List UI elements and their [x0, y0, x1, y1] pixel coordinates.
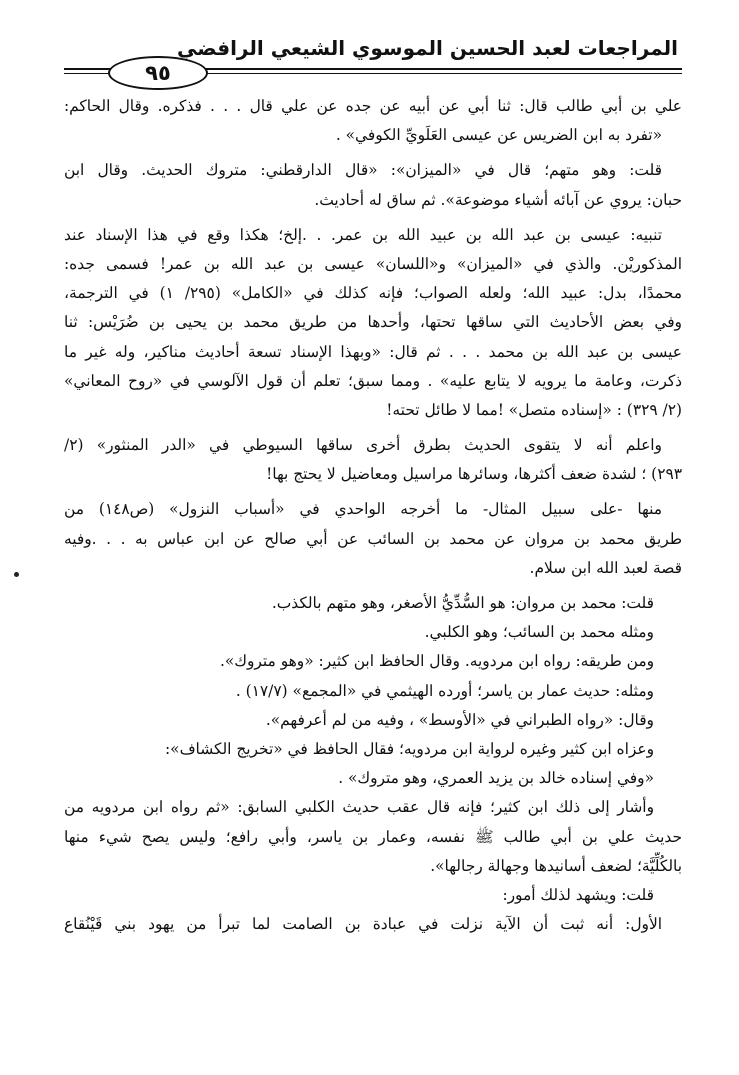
body-line: ذكرت، وعامة ما يرويه لا يتابع عليه» . ومما سبق؛ تعلم أن قول الآلوسي في «روح المعاني»	[64, 371, 682, 390]
page-header	[64, 30, 682, 85]
body-line: «تفرد به ابن الضريس عن عيسى العَلَويِّ الكوفي» .	[335, 126, 662, 145]
body-line: «وفي إسناده خالد بن يزيد العمري، وهو متروك» .	[338, 769, 654, 788]
body-line: طريق محمد بن مروان عن محمد بن السائب عن أبي صالح عن ابن عباس به . . .وفيه	[64, 529, 682, 548]
body-line: حديث علي بن أبي طالب ﷺ نفسه، وعمار بن ياسر، وأبي رافع؛ وليس يصح شيء منها	[64, 827, 682, 846]
body-line: تنبيه: عيسى بن عبد الله بن عبيد الله بن عمر. . .إلخ؛ هكذا وقع في هذا الإسناد عند	[64, 225, 662, 244]
body-line: الأول: أنه ثبت أن الآية نزلت في عبادة بن الصامت لما تبرأ من يهود بني قَيْنُقاع	[64, 915, 662, 934]
body-line: قلت: ويشهد لذلك أمور:	[502, 885, 654, 904]
body-line: ومثله: حديث عمار بن ياسر؛ أورده الهيثمي في «المجمع» (١٧/٧) .	[235, 681, 654, 700]
body-line: (٢/ ٣٢٩) : «إسناده متصل» !مما لا طائل تحته!	[386, 400, 682, 419]
page-number: ٩٥	[108, 56, 208, 90]
body-line: ومثله محمد بن السائب؛ وهو الكلبي.	[424, 623, 654, 642]
body-line: المذكوريْن. والذي في «الميزان» و«اللسان» عيسى بن عبد الله بن عمر! فسمى جده:	[64, 254, 682, 273]
body-line: قلت: محمد بن مروان: هو السُّدِّيُّ الأصغر، وهو متهم بالكذب.	[271, 594, 654, 612]
body-line: وعزاه ابن كثير وغيره لرواية ابن مردويه؛ فقال الحافظ في «تخريج الكشاف»:	[164, 739, 654, 758]
body-line: علي بن أبي طالب قال: ثنا أبي عن أبيه عن جده عن علي قال . . . فذكره. وقال الحاكم:	[64, 97, 682, 115]
body-line: وفي بعض الأحاديث التي ساقها تحتها، وأحدها من طريق محمد بن يحيى بن ضُرَيْس: ثنا	[64, 313, 682, 332]
body-line: ومن طريقه: رواه ابن مردويه. وقال الحافظ ابن كثير: «وهو متروك».	[220, 652, 654, 671]
page-body	[64, 92, 682, 939]
body-line: ٢٩٣) ؛ لشدة ضعف أكثرها، وسائرها مراسيل ومعاضيل لا يحتج بها!	[266, 465, 682, 484]
body-line: وأشار إلى ذلك ابن كثير؛ فإنه قال عقب حديث الكلبي السابق: «ثم رواه ابن مردويه من	[64, 798, 654, 817]
body-line: قصة لعبد الله ابن سلام.	[529, 558, 682, 577]
body-line: حبان: يروي عن آبائه أشياء موضوعة». ثم ساق له أحاديث.	[314, 190, 682, 209]
running-title: المراجعات لعبد الحسين الموسوي الشيعي الرافضي	[177, 36, 678, 60]
body-line: محمدًا، بدل: عبيد الله؛ ولعله الصواب؛ فإنه كذلك في «الكامل» (٢٩٥/ ١) في الترجمة،	[64, 284, 682, 303]
body-line: قلت: وهو متهم؛ قال في «الميزان»: «قال الدارقطني: متروك الحديث. وقال ابن	[64, 161, 662, 180]
body-line: واعلم أنه لا يتقوى الحديث بطرق أخرى ساقها السيوطي في «الدر المنثور» (٢/	[64, 436, 662, 455]
body-line: بالكُلِّيَّة؛ لضعف أسانيدها وجهالة رجالها».	[430, 856, 682, 875]
body-line: منها -على سبيل المثال- ما أخرجه الواحدي في «أسباب النزول» (ص١٤٨) من	[64, 500, 662, 519]
body-line: وقال: «رواه الطبراني في «الأوسط» ، وفيه من لم أعرفهم».	[265, 710, 654, 729]
margin-dot	[14, 572, 19, 577]
body-line: عيسى بن عبد الله بن محمد . . . ثم قال: «وبهذا الإسناد تسعة أحاديث مناكير، وله غير ما	[64, 342, 682, 361]
